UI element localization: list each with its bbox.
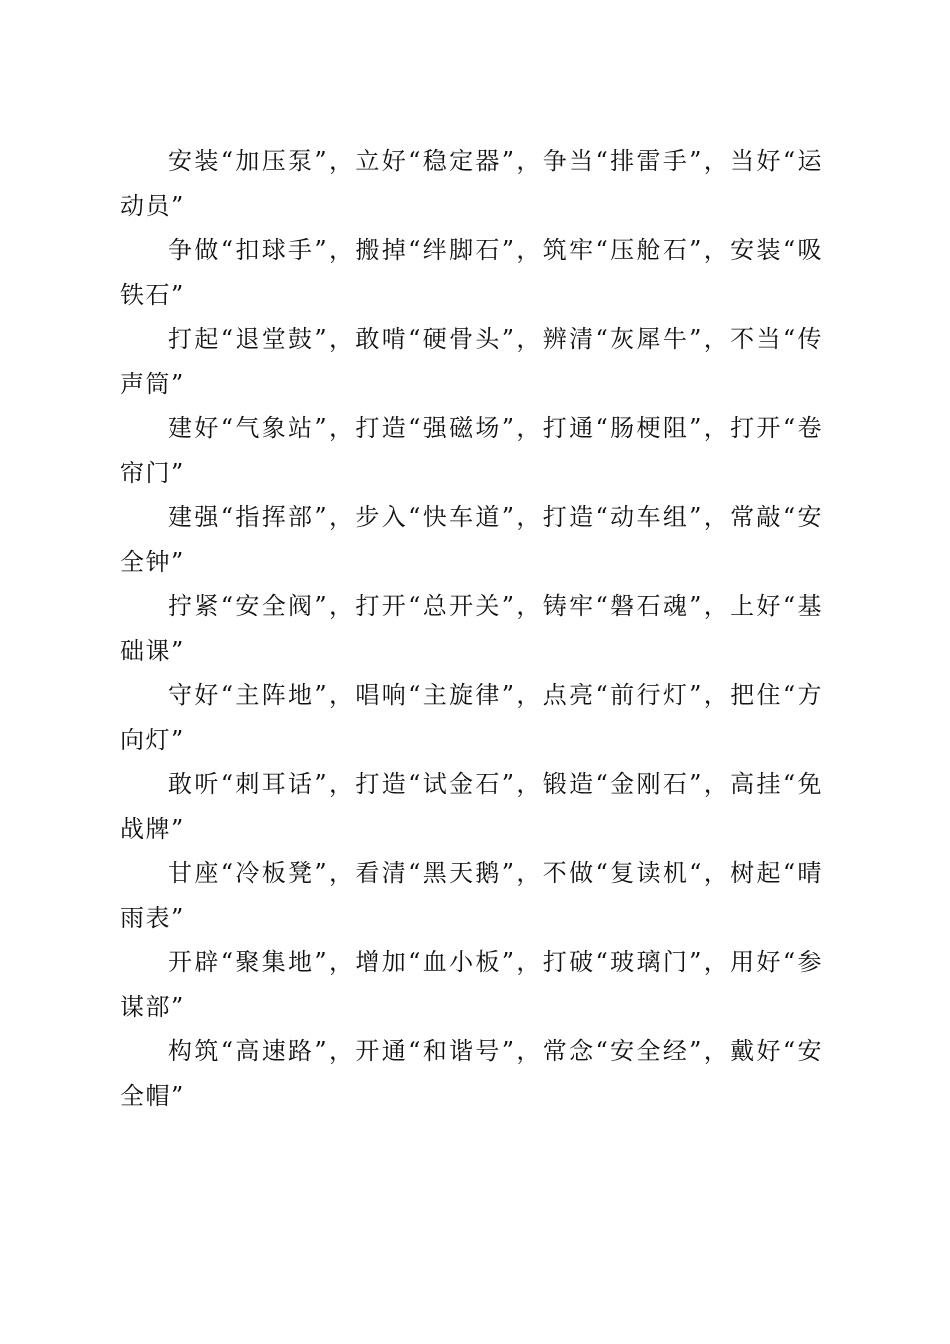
paragraph: 敢听“刺耳话”，打造“试金石”，锻造“金刚石”，高挂“免战牌” bbox=[120, 770, 823, 843]
paragraph: 拧紧“安全阀”，打开“总开关”，铸牢“磐石魂”，上好“基础课” bbox=[120, 592, 823, 665]
document-body bbox=[120, 139, 823, 1118]
paragraph: 开辟“聚集地”，增加“血小板”，打破“玻璃门”，用好“参谋部” bbox=[120, 948, 823, 1021]
paragraph: 甘座“冷板凳”，看清“黑天鹅”，不做“复读机“，树起“晴雨表” bbox=[120, 859, 823, 932]
paragraph: 构筑“高速路”，开通“和谐号”，常念“安全经”，戴好“安全帽” bbox=[120, 1037, 823, 1110]
paragraph: 建强“指挥部”，步入“快车道”，打造“动车组”，常敲“安全钟” bbox=[120, 503, 823, 576]
paragraph: 争做“扣球手”，搬掉“绊脚石”，筑牢“压舱石”，安装“吸铁石” bbox=[120, 236, 823, 309]
paragraph: 安装“加压泵”，立好“稳定器”，争当“排雷手”，当好“运动员” bbox=[120, 147, 823, 220]
paragraph: 守好“主阵地”，唱响“主旋律”，点亮“前行灯”，把住“方向灯” bbox=[120, 681, 823, 754]
paragraph: 建好“气象站”，打造“强磁场”，打通“肠梗阻”，打开“卷帘门” bbox=[120, 414, 823, 487]
paragraph: 打起“退堂鼓”，敢啃“硬骨头”，辨清“灰犀牛”，不当“传声筒” bbox=[120, 325, 823, 398]
